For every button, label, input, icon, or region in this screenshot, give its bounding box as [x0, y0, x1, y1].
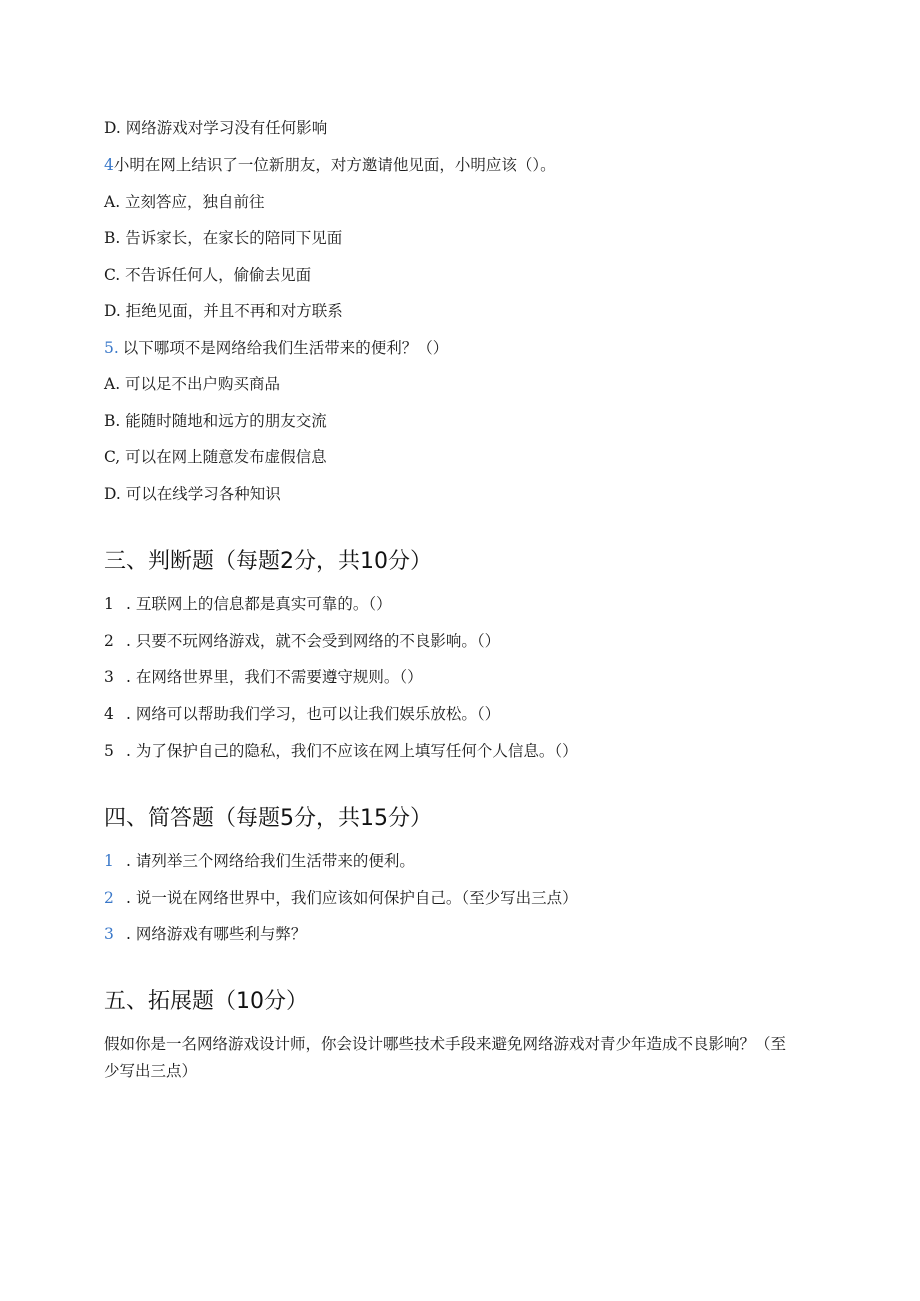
q4-option-a: A. 立刻答应，独自前往: [104, 193, 265, 211]
judge-item-5: [104, 740, 578, 762]
short-answer-2-number: 2: [104, 889, 114, 907]
q5-option-a: A. 可以足不出户购买商品: [104, 375, 281, 393]
short-answer-3-text: . 网络游戏有哪些利与弊？: [126, 925, 307, 943]
judge-item-4: [104, 703, 500, 725]
section-4-title: 四、简答题（每题5分，共15分）: [104, 806, 432, 831]
judge-item-2: [104, 630, 500, 652]
judge-item-2-number: 2: [104, 632, 114, 650]
question-4-number: 4: [104, 156, 114, 174]
section-3-title: 三、判断题（每题2分，共10分）: [104, 549, 432, 574]
short-answer-1-number: 1: [104, 852, 114, 870]
question-5-text: 以下哪项不是网络给我们生活带来的便利？（）: [122, 339, 449, 357]
q3-option-d: D. 网络游戏对学习没有任何影响: [104, 119, 328, 137]
question-4-text: 小明在网上结识了一位新朋友，对方邀请他见面，小明应该（）。: [113, 156, 556, 174]
judge-item-4-number: 4: [104, 705, 114, 723]
short-answer-3: [104, 923, 306, 945]
judge-item-4-text: . 网络可以帮助我们学习，也可以让我们娱乐放松。（）: [126, 705, 501, 723]
judge-item-3: [104, 666, 423, 688]
extension-question-text: 假如你是一名网络游戏设计师，你会设计哪些技术手段来避免网络游戏对青少年造成不良影响？（至少写出三点）: [104, 1035, 787, 1080]
question-5-number: 5.: [104, 339, 119, 357]
q4-option-c: C. 不告诉任何人，偷偷去见面: [104, 266, 312, 284]
short-answer-2-text: . 说一说在网络世界中，我们应该如何保护自己。（至少写出三点）: [126, 889, 578, 907]
q4-option-b: B. 告诉家长，在家长的陪同下见面: [104, 229, 343, 247]
q5-option-b: B. 能随时随地和远方的朋友交流: [104, 412, 327, 430]
short-answer-1: [104, 850, 415, 872]
section-5-title: 五、拓展题（10分）: [104, 989, 308, 1014]
judge-item-5-text: . 为了保护自己的隐私，我们不应该在网上填写任何个人信息。（）: [126, 742, 578, 760]
q5-option-d: D. 可以在线学习各种知识: [104, 485, 281, 503]
judge-item-1-text: . 互联网上的信息都是真实可靠的。（）: [126, 595, 392, 613]
question-5: [104, 337, 448, 359]
short-answer-3-number: 3: [104, 925, 114, 943]
q4-option-d: D. 拒绝见面，并且不再和对方联系: [104, 302, 343, 320]
short-answer-1-text: . 请列举三个网络给我们生活带来的便利。: [126, 852, 415, 870]
judge-item-1: [104, 593, 392, 615]
judge-item-3-number: 3: [104, 668, 114, 686]
judge-item-5-number: 5: [104, 742, 114, 760]
q5-option-c: C, 可以在网上随意发布虚假信息: [104, 448, 327, 466]
judge-item-2-text: . 只要不玩网络游戏，就不会受到网络的不良影响。（）: [126, 632, 501, 650]
short-answer-2: [104, 887, 578, 909]
judge-item-1-number: 1: [104, 595, 114, 613]
question-4: [104, 154, 556, 176]
judge-item-3-text: . 在网络世界里，我们不需要遵守规则。（）: [126, 668, 423, 686]
